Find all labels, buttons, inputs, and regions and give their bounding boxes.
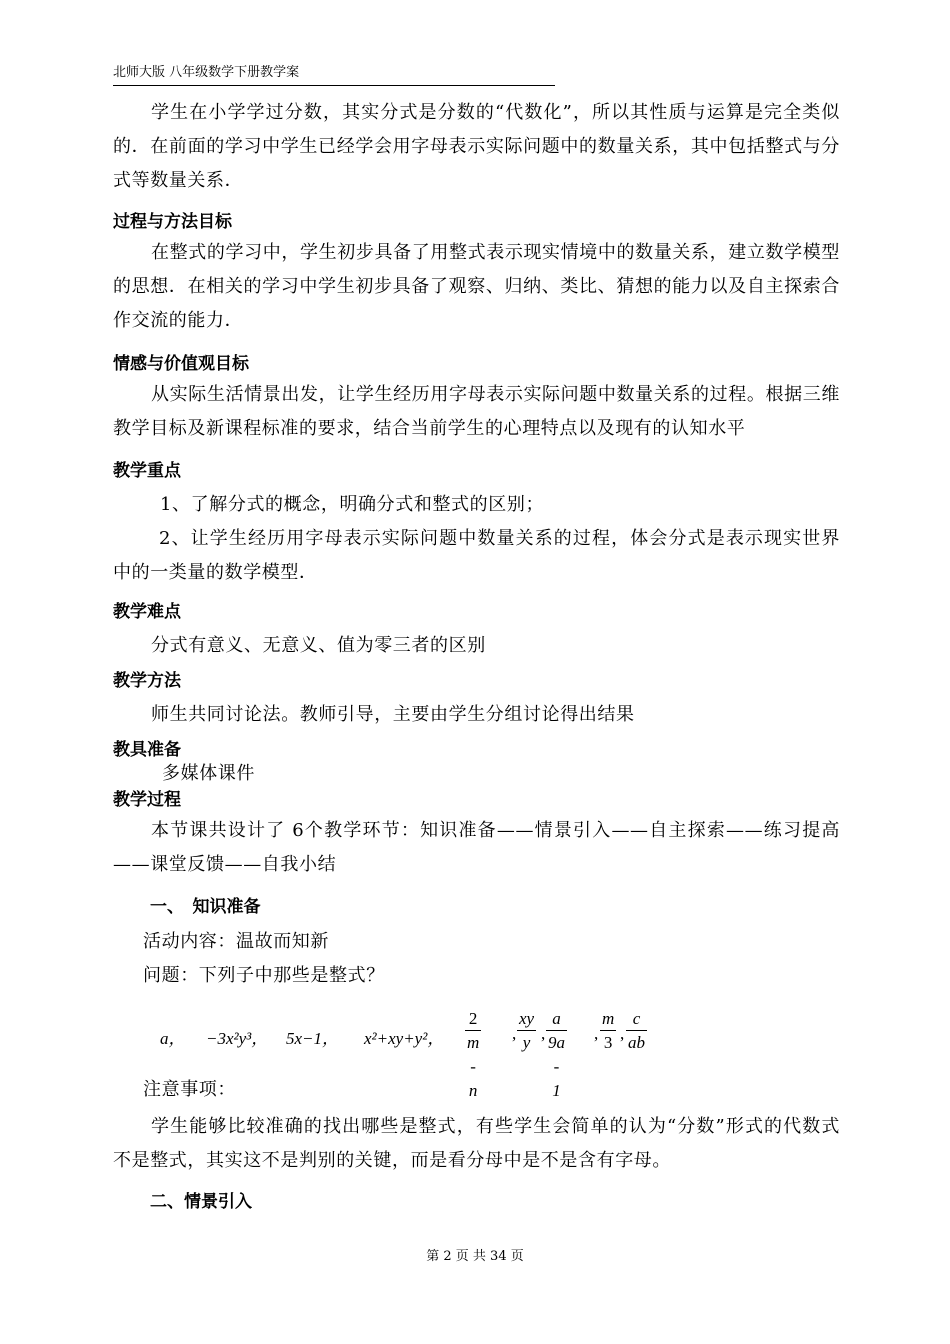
fraction-5-numerator: c [632,1009,641,1028]
note-label: 注意事项： [143,1079,236,1100]
fraction-3 [546,1008,567,1103]
fraction-2-denominator: y [517,1030,536,1055]
expr-a: a， [160,1029,186,1048]
difficulty-heading: 教学难点 [113,602,181,622]
separator: , [594,1024,599,1043]
tools-paragraph: 多媒体课件 [162,763,255,784]
section1-heading: 一、 知识准备 [150,897,261,917]
process-heading: 教学过程 [113,790,181,810]
process-paragraph: 本节课共设计了 6个教学环节：知识准备——情景引入——自主探索——练习提高——课堂反馈——自我小结 [113,820,840,875]
activity-content: 活动内容：温故而知新 [143,931,329,952]
page-header: 北师大版 八年级数学下册教学案 [113,63,555,86]
note-paragraph: 学生能够比较准确的找出哪些是整式，有些学生会简单的认为“分数”形式的代数式不是整式，其实这不是判别的关键，而是看分母中是不是含有字母。 [113,1116,840,1171]
intro-paragraph: 学生在小学学过分数，其实分式是分数的“代数化”，所以其性质与运算是完全类似的．在前面的学习中学生已经学会用字母表示实际问题中的数量关系，其中包括整式与分式等数量关系． [113,102,840,191]
expr-monomial: −3x²y³， [206,1029,269,1048]
fraction-1 [465,1008,481,1103]
separator: , [541,1024,546,1043]
fraction-4 [600,1008,616,1055]
fraction-5 [626,1008,647,1055]
fraction-4-numerator: m [602,1009,615,1028]
expr-binomial: 5x−1， [286,1029,340,1048]
method-paragraph: 师生共同讨论法。教师引导，主要由学生分组讨论得出结果 [151,704,635,725]
fraction-2 [517,1008,536,1055]
emotion-goal-paragraph: 从实际生活情景出发，让学生经历用字母表示实际问题中数量关系的过程。根据三维教学目标及新课程标准的要求，结合当前学生的心理特点以及现有的认知水平 [113,384,840,439]
fraction-1-numerator: 2 [468,1009,478,1028]
tools-heading: 教具准备 [113,740,181,760]
fraction-4-denominator: 3 [600,1030,616,1055]
question-text: 问题：下列子中那些是整式？ [143,965,385,986]
separator: , [620,1024,625,1043]
fraction-2-numerator: xy [519,1009,535,1028]
page-footer: 第 2 页 共 34 页 [426,1249,524,1264]
fraction-3-denominator: 9a - 1 [546,1030,567,1103]
expr-trinomial: x²+xy+y²， [364,1029,445,1048]
key-point-item-2: 2、让学生经历用字母表示实际问题中数量关系的过程，体会分式是表示现实世界中的一类量的数学模型． [113,528,840,583]
fraction-3-numerator: a [552,1009,561,1028]
emotion-goal-heading: 情感与价值观目标 [113,354,249,374]
separator: , [512,1024,517,1043]
fraction-5-denominator: ab [626,1030,647,1055]
key-points-heading: 教学重点 [113,461,181,481]
difficulty-paragraph: 分式有意义、无意义、值为零三者的区别 [151,635,486,656]
process-goal-paragraph: 在整式的学习中，学生初步具备了用整式表示现实情境中的数量关系，建立数学模型的思想．在相关的学习中学生初步具备了观察、归纳、类比、猜想的能力以及自主探索合作交流的能力． [113,242,840,331]
fraction-1-denominator: m - n [465,1030,481,1103]
method-heading: 教学方法 [113,671,181,691]
key-point-item-1: 1、了解分式的概念，明确分式和整式的区别； [160,494,545,515]
process-goal-heading: 过程与方法目标 [113,212,232,232]
section2-heading: 二、情景引入 [150,1192,252,1212]
